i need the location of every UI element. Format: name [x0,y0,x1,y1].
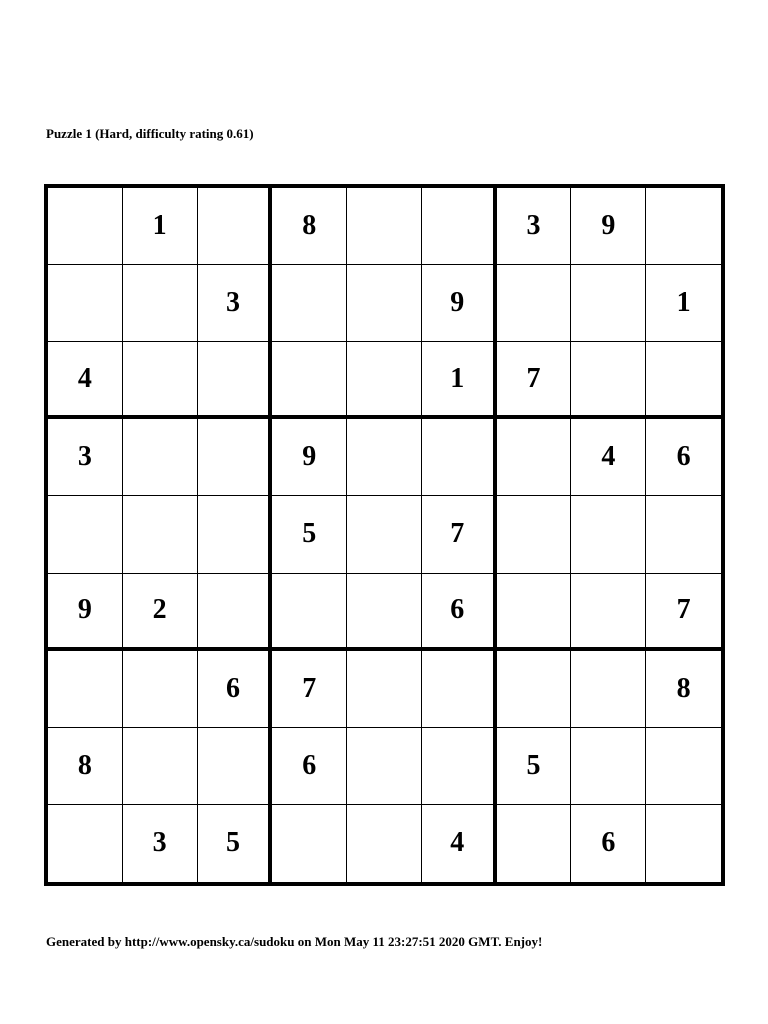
sudoku-cell[interactable]: 7 [497,342,572,419]
sudoku-cell[interactable] [48,265,123,342]
sudoku-cell[interactable] [347,419,422,496]
sudoku-cell[interactable]: 5 [198,805,273,882]
sudoku-cell[interactable] [198,574,273,651]
sudoku-cell[interactable]: 1 [646,265,721,342]
sudoku-cell[interactable]: 9 [571,188,646,265]
sudoku-cell[interactable] [48,188,123,265]
sudoku-cell[interactable] [571,342,646,419]
sudoku-cell[interactable] [198,496,273,573]
sudoku-cell[interactable]: 1 [123,188,198,265]
sudoku-cell[interactable] [123,496,198,573]
sudoku-cell[interactable]: 9 [422,265,497,342]
sudoku-cell[interactable]: 4 [48,342,123,419]
sudoku-cell[interactable] [422,188,497,265]
sudoku-cell[interactable]: 8 [48,728,123,805]
sudoku-cell[interactable]: 6 [272,728,347,805]
sudoku-cell[interactable] [347,574,422,651]
sudoku-cell[interactable] [497,496,572,573]
sudoku-cell[interactable]: 8 [272,188,347,265]
sudoku-cell[interactable] [571,651,646,728]
sudoku-cell[interactable] [272,265,347,342]
sudoku-cell[interactable] [497,805,572,882]
sudoku-cell[interactable]: 3 [497,188,572,265]
sudoku-cell[interactable] [646,728,721,805]
sudoku-cell[interactable] [422,651,497,728]
sudoku-cell[interactable]: 9 [48,574,123,651]
sudoku-cell[interactable]: 3 [198,265,273,342]
sudoku-cell[interactable] [571,728,646,805]
sudoku-cell[interactable] [646,342,721,419]
sudoku-cell[interactable] [272,574,347,651]
sudoku-cell[interactable]: 4 [571,419,646,496]
sudoku-cell[interactable] [347,265,422,342]
sudoku-cell[interactable] [422,728,497,805]
sudoku-cell[interactable]: 7 [646,574,721,651]
sudoku-cell[interactable] [497,574,572,651]
sudoku-cell[interactable] [198,419,273,496]
sudoku-cell[interactable] [497,265,572,342]
sudoku-cell[interactable] [123,651,198,728]
sudoku-cell[interactable] [571,265,646,342]
sudoku-cell[interactable] [48,805,123,882]
sudoku-cell[interactable] [497,419,572,496]
sudoku-cell[interactable]: 3 [123,805,198,882]
sudoku-cell[interactable]: 6 [422,574,497,651]
sudoku-cell[interactable]: 6 [198,651,273,728]
sudoku-cell[interactable] [123,265,198,342]
sudoku-cell[interactable] [347,728,422,805]
sudoku-cell[interactable] [198,188,273,265]
puzzle-title: Puzzle 1 (Hard, difficulty rating 0.61) [46,126,254,141]
sudoku-cell[interactable] [347,342,422,419]
sudoku-cell[interactable] [198,728,273,805]
sudoku-cell[interactable] [123,419,198,496]
sudoku-cell[interactable] [571,574,646,651]
sudoku-cell[interactable] [272,342,347,419]
sudoku-cell[interactable] [646,496,721,573]
sudoku-cell[interactable] [646,805,721,882]
sudoku-cell[interactable] [198,342,273,419]
sudoku-cell[interactable] [48,496,123,573]
sudoku-cell[interactable]: 5 [497,728,572,805]
sudoku-cell[interactable] [497,651,572,728]
sudoku-cell[interactable]: 5 [272,496,347,573]
sudoku-cell[interactable] [422,419,497,496]
sudoku-cell[interactable] [347,651,422,728]
sudoku-cell[interactable] [123,342,198,419]
sudoku-cell[interactable]: 8 [646,651,721,728]
sudoku-cell[interactable]: 7 [422,496,497,573]
sudoku-cell[interactable]: 9 [272,419,347,496]
sudoku-cell[interactable] [646,188,721,265]
sudoku-cell[interactable] [347,805,422,882]
sudoku-cell[interactable] [48,651,123,728]
sudoku-cell[interactable] [571,496,646,573]
generated-by-footer: Generated by http://www.opensky.ca/sudoku on Mon May 11 23:27:51 2020 GMT. Enjoy! [46,934,543,949]
sudoku-cell[interactable] [272,805,347,882]
sudoku-cell[interactable]: 2 [123,574,198,651]
sudoku-cell[interactable]: 1 [422,342,497,419]
sudoku-grid [44,184,725,886]
sudoku-cell[interactable]: 4 [422,805,497,882]
sudoku-cell[interactable] [347,496,422,573]
sudoku-cell[interactable]: 3 [48,419,123,496]
sudoku-cell[interactable]: 7 [272,651,347,728]
sudoku-cell[interactable] [123,728,198,805]
sudoku-cell[interactable]: 6 [646,419,721,496]
sudoku-cell[interactable] [347,188,422,265]
sudoku-cell[interactable]: 6 [571,805,646,882]
